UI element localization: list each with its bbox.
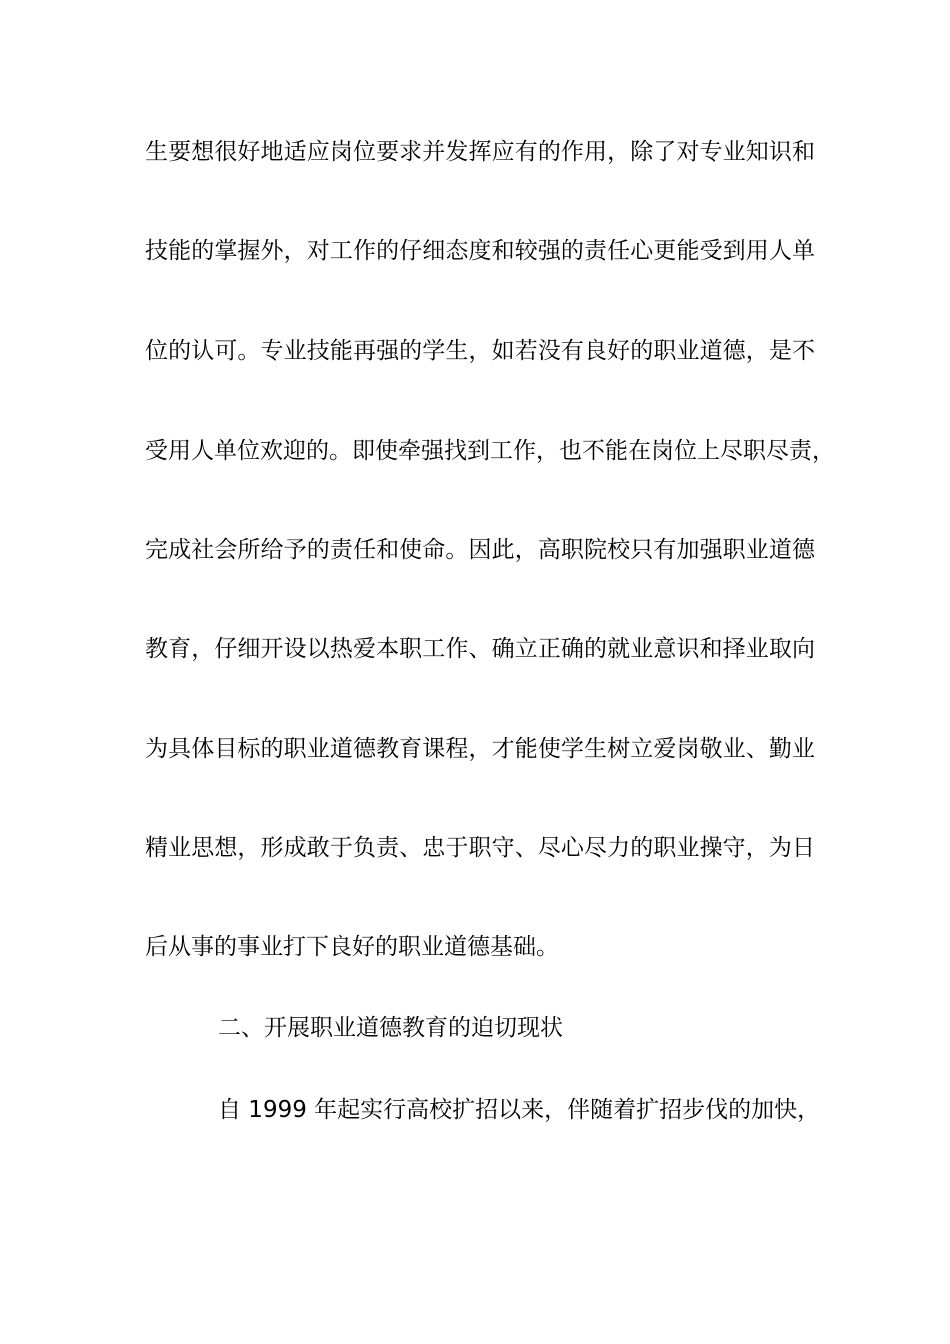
body-line-1: 生要想很好地适应岗位要求并发挥应有的作用，除了对专业知识和 xyxy=(145,139,815,165)
body-line-5: 完成社会所给予的责任和使命。因此，高职院校只有加强职业道德 xyxy=(145,537,815,563)
body-line-8: 精业思想，形成敢于负责、忠于职守、尽心尽力的职业操守，为日 xyxy=(145,835,815,861)
body-line-7: 为具体目标的职业道德教育课程，才能使学生树立爱岗敬业、勤业 xyxy=(145,736,815,762)
body-line-9: 后从事的事业打下良好的职业道德基础。 xyxy=(145,934,559,960)
body-line-3: 位的认可。专业技能再强的学生，如若没有良好的职业道德，是不 xyxy=(145,338,815,364)
paragraph-first-line: 自 1999 年起实行高校扩招以来，伴随着扩招步伐的加快， xyxy=(218,1097,821,1123)
body-line-6: 教育，仔细开设以热爱本职工作、确立正确的就业意识和择业取向 xyxy=(145,636,815,662)
section-heading: 二、开展职业道德教育的迫切现状 xyxy=(218,1015,563,1041)
body-line-4: 受用人单位欢迎的。即使牵强找到工作，也不能在岗位上尽职尽责， xyxy=(145,438,835,464)
body-line-2: 技能的掌握外，对工作的仔细态度和较强的责任心更能受到用人单 xyxy=(145,238,815,264)
